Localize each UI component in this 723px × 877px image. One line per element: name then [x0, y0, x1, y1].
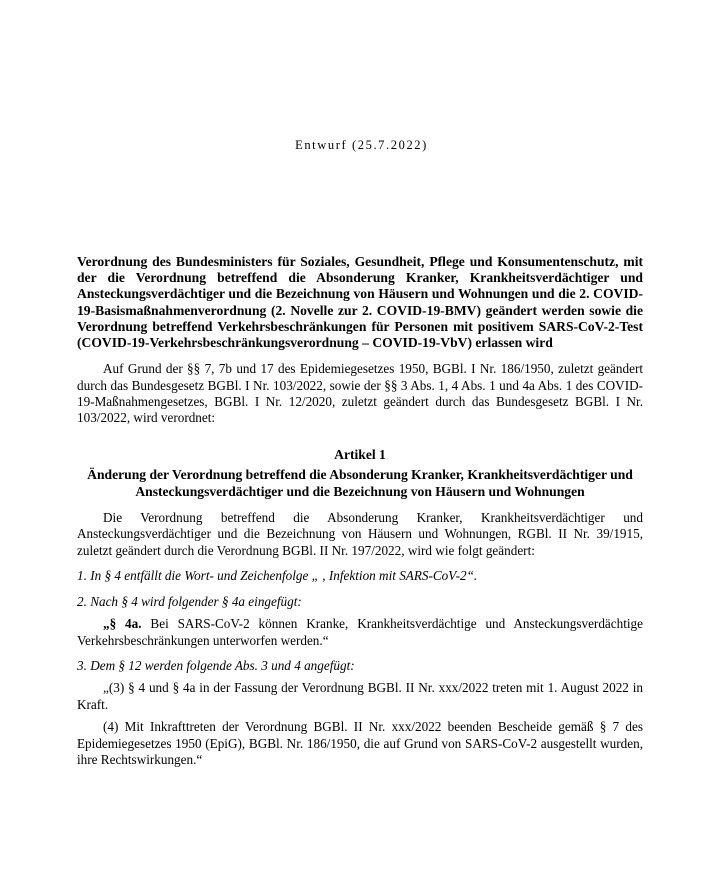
- draft-label: Entwurf (25.7.2022): [295, 138, 428, 152]
- article-intro: Die Verordnung betreffend die Absonderung Kranker, Krankheitsverdächtiger und Ansteckungsverdächtiger und die Bezeichnung von Häusern und Wohnungen, RGBl. II Nr. 39/1915, zuletzt geändert durch die Verordnung BGBl. II Nr. 197/2022, wird wie folgt geändert:: [77, 510, 643, 558]
- paragraph-3: „(3) § 4 und § 4a in der Fassung der Verordnung BGBl. II Nr. xxx/2022 treten mit 1. August 2022 in Kraft.: [77, 680, 643, 712]
- amendment-instruction-2: 2. Nach § 4 wird folgender § 4a eingefügt:: [77, 593, 302, 609]
- preamble: Auf Grund der §§ 7, 7b und 17 des Epidemiegesetzes 1950, BGBl. I Nr. 186/1950, zuletzt geändert durch das Bundesgesetz BGBl. I Nr. 103/2022, sowie der §§ 3 Abs. 1, 4 Abs. 1 und 4a Abs. 1 des COVID-19-Maßnahmengesetzes, BGBl. I Nr. 12/2020, zuletzt geändert durch das Bundesgesetz BGBl. I Nr. 103/2022, wird verordnet:: [77, 361, 643, 426]
- amendment-instruction-1: 1. In § 4 entfällt die Wort- und Zeichenfolge „ , Infektion mit SARS-CoV-2“.: [77, 568, 478, 584]
- article-subheading: Änderung der Verordnung betreffend die Absonderung Kranker, Krankheitsverdächtiger und Ansteckungsverdächtiger und die Bezeichnung von Häusern und Wohnungen: [87, 467, 633, 499]
- article-heading: Artikel 1: [334, 446, 386, 462]
- amendment-instruction-3: 3. Dem § 12 werden folgende Abs. 3 und 4 angefügt:: [77, 657, 355, 673]
- section-4a-label: „§ 4a.: [103, 616, 142, 632]
- section-4a-text: [77, 616, 643, 649]
- paragraph-4: (4) Mit Inkrafttreten der Verordnung BGBl. II Nr. xxx/2022 beenden Bescheide gemäß § 7 des Epidemiegesetzes 1950 (EpiG), BGBl. Nr. 186/1950, die auf Grund von SARS-CoV-2 ausgestellt wurden, ihre Rechtswirkungen.“: [77, 719, 643, 767]
- section-4a-body: Bei SARS-CoV-2 können Kranke, Krankheitsverdächtige und Ansteckungsverdächtige Verkehrsbeschränkungen unterworfen werden.“: [77, 616, 643, 648]
- document-body: [77, 254, 643, 768]
- regulation-title: Verordnung des Bundesministers für Soziales, Gesundheit, Pflege und Konsumentenschutz, mit der die Verordnung betreffend die Absonderung Kranker, Krankheitsverdächtiger und Ansteckungsverdächtiger und die Bezeichnung von Häusern und Wohnungen und die 2. COVID-19-Basismaßnahmenverordnung (2. Novelle zur 2. COVID-19-BMV) geändert werden sowie die Verordnung betreffend Verkehrsbeschränkungen für Personen mit positivem SARS-CoV-2-Test (COVID-19-Verkehrsbeschränkungsverordnung – COVID-19-VbV) erlassen wird: [77, 254, 643, 351]
